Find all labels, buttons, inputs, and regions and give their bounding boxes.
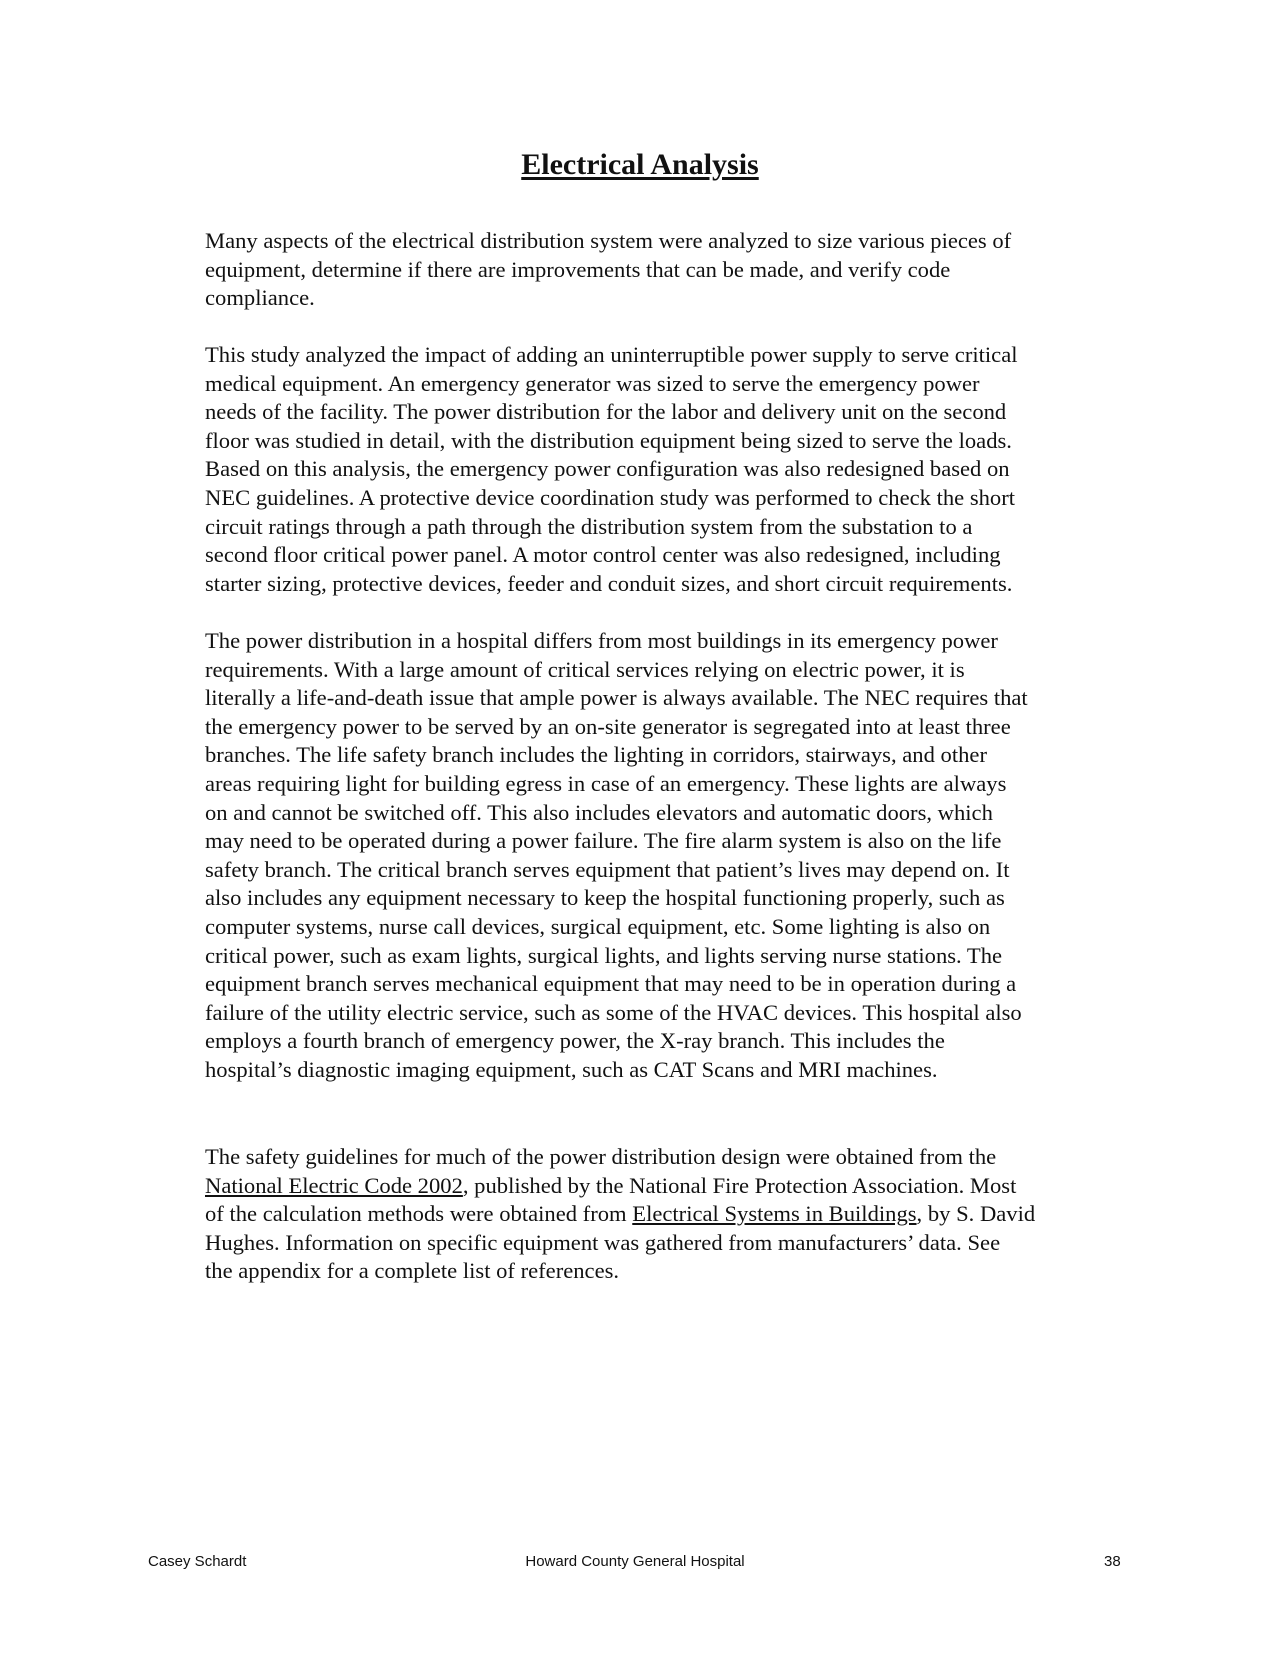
text-line [205,627,1028,656]
text-segment: on and cannot be switched off. This also includes elevators and automatic doors, which [205,799,993,825]
text-segment: hospital’s diagnostic imaging equipment, such as CAT Scans and MRI machines. [205,1056,938,1082]
text-segment: Hughes. Information on specific equipment was gathered from manufacturers’ data. See [205,1229,1001,1255]
text-segment: This study analyzed the impact of adding an uninterruptible power supply to serve critical [205,342,1018,367]
text-line [205,884,1028,913]
text-line [205,427,1018,456]
text-segment: compliance. [205,285,315,311]
text-line [205,1172,1035,1201]
paragraph-intro [205,227,1011,313]
text-segment: areas requiring light for building egress in case of an emergency. These lights are always [205,770,1007,796]
text-segment: equipment, determine if there are improvements that can be made, and verify code [205,256,951,282]
text-segment: , by S. David [916,1201,1036,1227]
text-segment: needs of the facility. The power distribution for the labor and delivery unit on the second [205,399,1007,425]
text-segment: equipment branch serves mechanical equipment that may need to be in operation during a [205,971,1017,997]
text-segment: NEC guidelines. A protective device coordination study was performed to check the short [205,484,1016,510]
text-line [205,856,1028,885]
text-line [205,1229,1035,1258]
text-line [205,227,1011,256]
text-segment: the appendix for a complete list of references. [205,1258,620,1284]
text-segment: The safety guidelines for much of the power distribution design were obtained from the [205,1144,997,1169]
text-line [205,942,1028,971]
text-line [205,513,1018,542]
paragraph-study-scope [205,341,1018,598]
text-line [205,770,1028,799]
text-segment: second floor critical power panel. A motor control center was also redesigned, including [205,542,1001,568]
text-line [205,256,1011,285]
text-line [205,570,1018,599]
text-line [205,1027,1028,1056]
text-line [205,970,1028,999]
text-segment: circuit ratings through a path through the distribution system from the substation to a [205,513,973,539]
text-segment: employs a fourth branch of emergency power, the X-ray branch. This includes the [205,1028,945,1054]
text-segment: , published by the National Fire Protection Association. Most [462,1172,1017,1198]
text-segment: of the calculation methods were obtained from [205,1201,633,1227]
text-line [205,799,1028,828]
text-line [205,341,1018,370]
text-segment: critical power, such as exam lights, surgical lights, and lights serving nurse stations. The [205,942,1003,968]
text-line [205,684,1028,713]
text-line [205,541,1018,570]
text-line [205,913,1028,942]
text-line [205,1143,1035,1172]
text-line [205,741,1028,770]
text-line [205,1257,1035,1286]
footer-author: Casey Schardt [148,1553,247,1570]
cited-title: National Electric Code 2002 [205,1172,463,1198]
text-line [205,484,1018,513]
text-segment: literally a life-and-death issue that ample power is always available. The NEC requires that [205,685,1028,711]
text-line [205,827,1028,856]
cited-title: Electrical Systems in Buildings [632,1201,917,1227]
paragraph-emergency-power [205,627,1028,1085]
text-line [205,656,1028,685]
text-segment: Based on this analysis, the emergency power configuration was also redesigned based on [205,456,1010,482]
text-line [205,1056,1028,1085]
text-segment: The power distribution in a hospital differs from most buildings in its emergency power [205,628,998,653]
text-segment: starter sizing, protective devices, feeder and conduit sizes, and short circuit requirements. [205,570,1013,596]
text-segment: may need to be operated during a power failure. The fire alarm system is also on the life [205,828,1002,854]
text-line [205,999,1028,1028]
text-line [205,284,1011,313]
text-line [205,370,1018,399]
text-segment: Many aspects of the electrical distribution system were analyzed to size various pieces of [205,228,1012,253]
text-line [205,455,1018,484]
text-segment: floor was studied in detail, with the distribution equipment being sized to serve the loads. [205,427,1012,453]
paragraph-references [205,1143,1035,1286]
text-segment: branches. The life safety branch includes the lighting in corridors, stairways, and other [205,742,987,768]
footer-project: Howard County General Hospital [525,1553,745,1570]
text-segment: safety branch. The critical branch serves equipment that patient’s lives may depend on. It [205,856,1010,882]
page-title: Electrical Analysis [521,148,759,181]
text-line [205,398,1018,427]
text-segment: medical equipment. An emergency generator was sized to serve the emergency power [205,370,980,396]
text-segment: failure of the utility electric service, such as some of the HVAC devices. This hospital also [205,999,1022,1025]
text-line [205,713,1028,742]
text-segment: requirements. With a large amount of critical services relying on electric power, it is [205,656,965,682]
text-segment: also includes any equipment necessary to keep the hospital functioning properly, such as [205,885,1005,911]
footer-page-number: 38 [1104,1553,1121,1570]
text-segment: computer systems, nurse call devices, surgical equipment, etc. Some lighting is also on [205,913,991,939]
text-segment: the emergency power to be served by an on-site generator is segregated into at least three [205,713,1011,739]
text-line [205,1200,1035,1229]
